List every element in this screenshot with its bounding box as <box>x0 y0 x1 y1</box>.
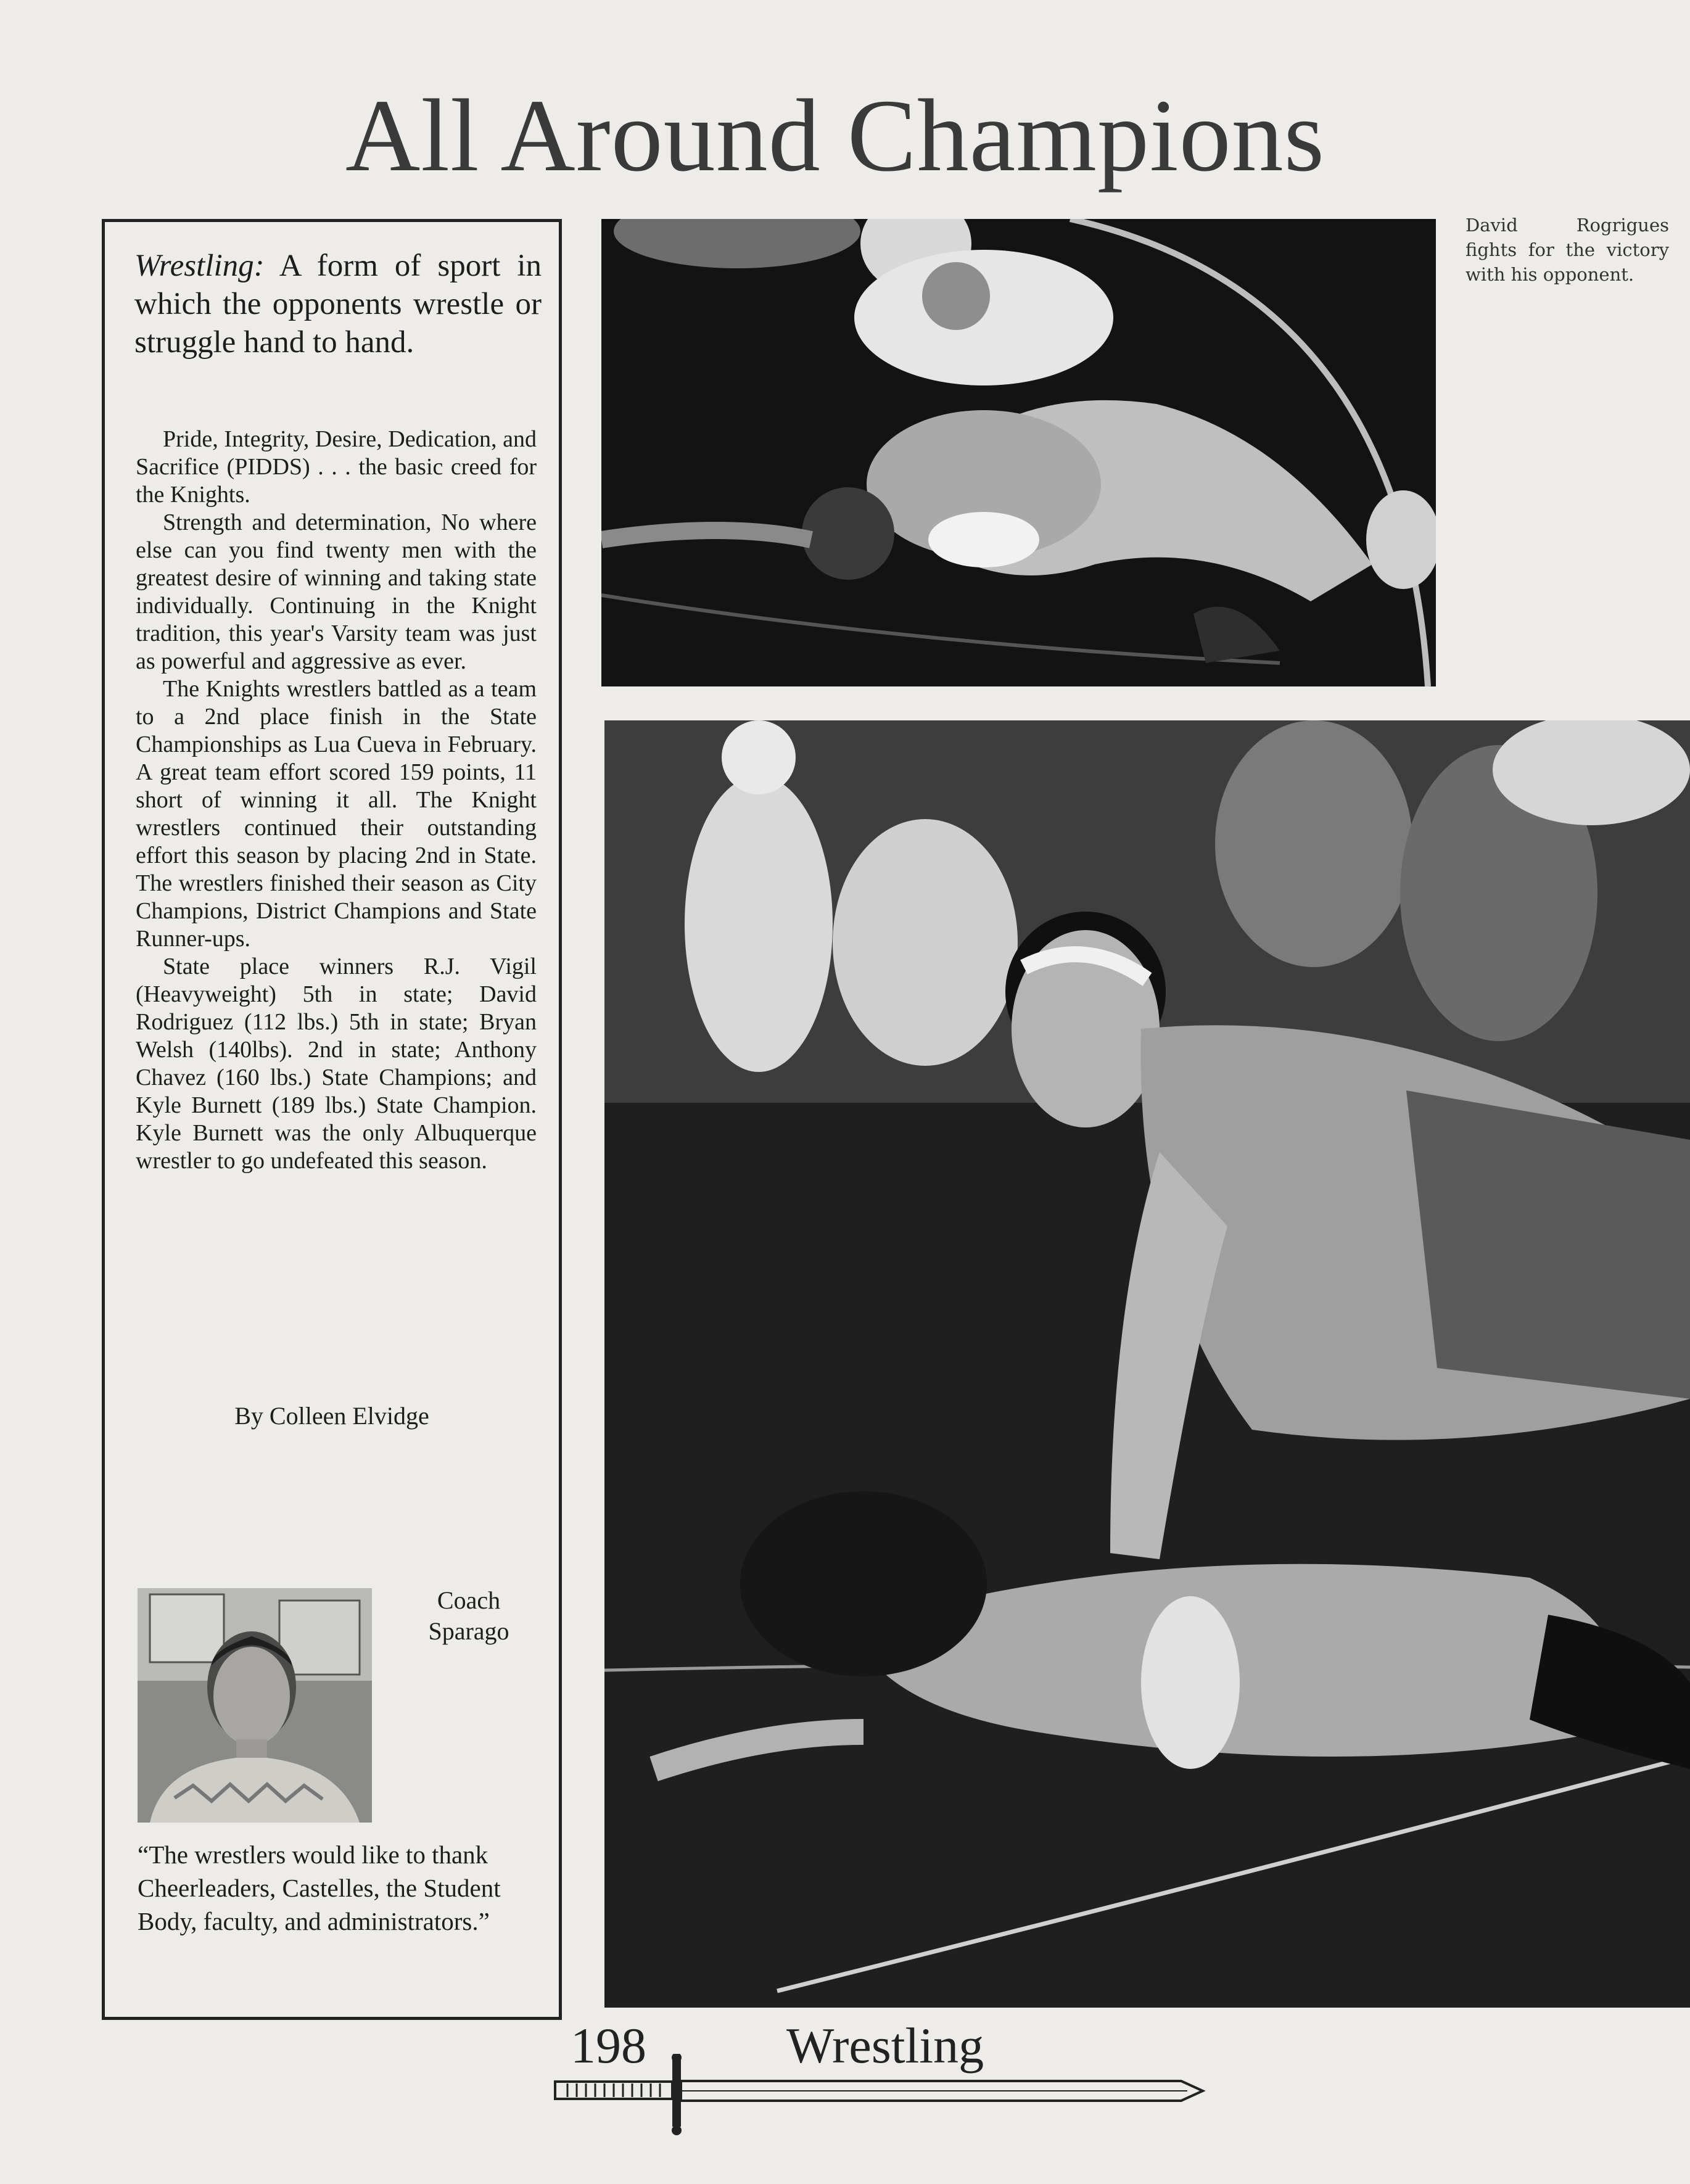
wrestling-photo-main <box>604 720 1690 2008</box>
article-box <box>102 219 562 2020</box>
wrestling-photo-top <box>601 219 1436 686</box>
article-paragraph: Strength and determination, No where else can you find twenty men with the greatest desire of winning and taking state individually. Continuing in the Knight tradition, this year's Varsity team was just as powerful and aggressive as ever. <box>136 509 537 674</box>
article-paragraph: Pride, Integrity, Desire, Dedication, and Sacrifice (PIDDS) . . . the basic creed for the Knights. <box>136 426 537 508</box>
section-name: Wrestling <box>786 2017 984 2074</box>
article-paragraph: The Knights wrestlers battled as a team to a 2nd place finish in the State Championships as Lua Cueva in February. A great team effort scored 159 points, 11 short of winning it all. The Knight wrestlers continued their outstanding effort this season by placing 2nd in State. The wrestlers finished their season as City Champions, District Champions and State Runner-ups. <box>136 676 537 952</box>
article-paragraph: State place winners R.J. Vigil (Heavyweight) 5th in state; David Rodriguez (112 lbs.) 5th in state; Bryan Welsh (140lbs). 2nd in state; Anthony Chavez (160 lbs.) State Champions; and Kyle Burnett (189 lbs.) State Champion. Kyle Burnett was the only Albuquerque wrestler to go undefeated this season. <box>136 954 537 1174</box>
thank-you-quote: “The wrestlers would like to thank Cheerleaders, Castelles, the Student Body, faculty, and administrators.” <box>138 1840 501 1935</box>
coach-caption-line: Coach <box>437 1586 501 1614</box>
byline: By Colleen Elvidge <box>234 1402 429 1430</box>
coach-caption-line: Sparago <box>428 1617 509 1645</box>
intro-term: Wrestling: <box>134 249 265 283</box>
page-title: All Around Champions <box>345 78 1325 193</box>
sword-icon <box>552 2054 1212 2140</box>
photo-caption: David Rogrigues fights for the victory with his opponent. <box>1465 215 1669 285</box>
intro-definition <box>134 247 542 361</box>
article-body <box>136 426 537 1175</box>
coach-caption <box>401 1585 537 1647</box>
intro-text: A form of sport in which the opponents wrestle or struggle hand to hand. <box>134 249 542 360</box>
coach-photo <box>138 1588 372 1823</box>
page-number: 198 <box>571 2017 646 2074</box>
